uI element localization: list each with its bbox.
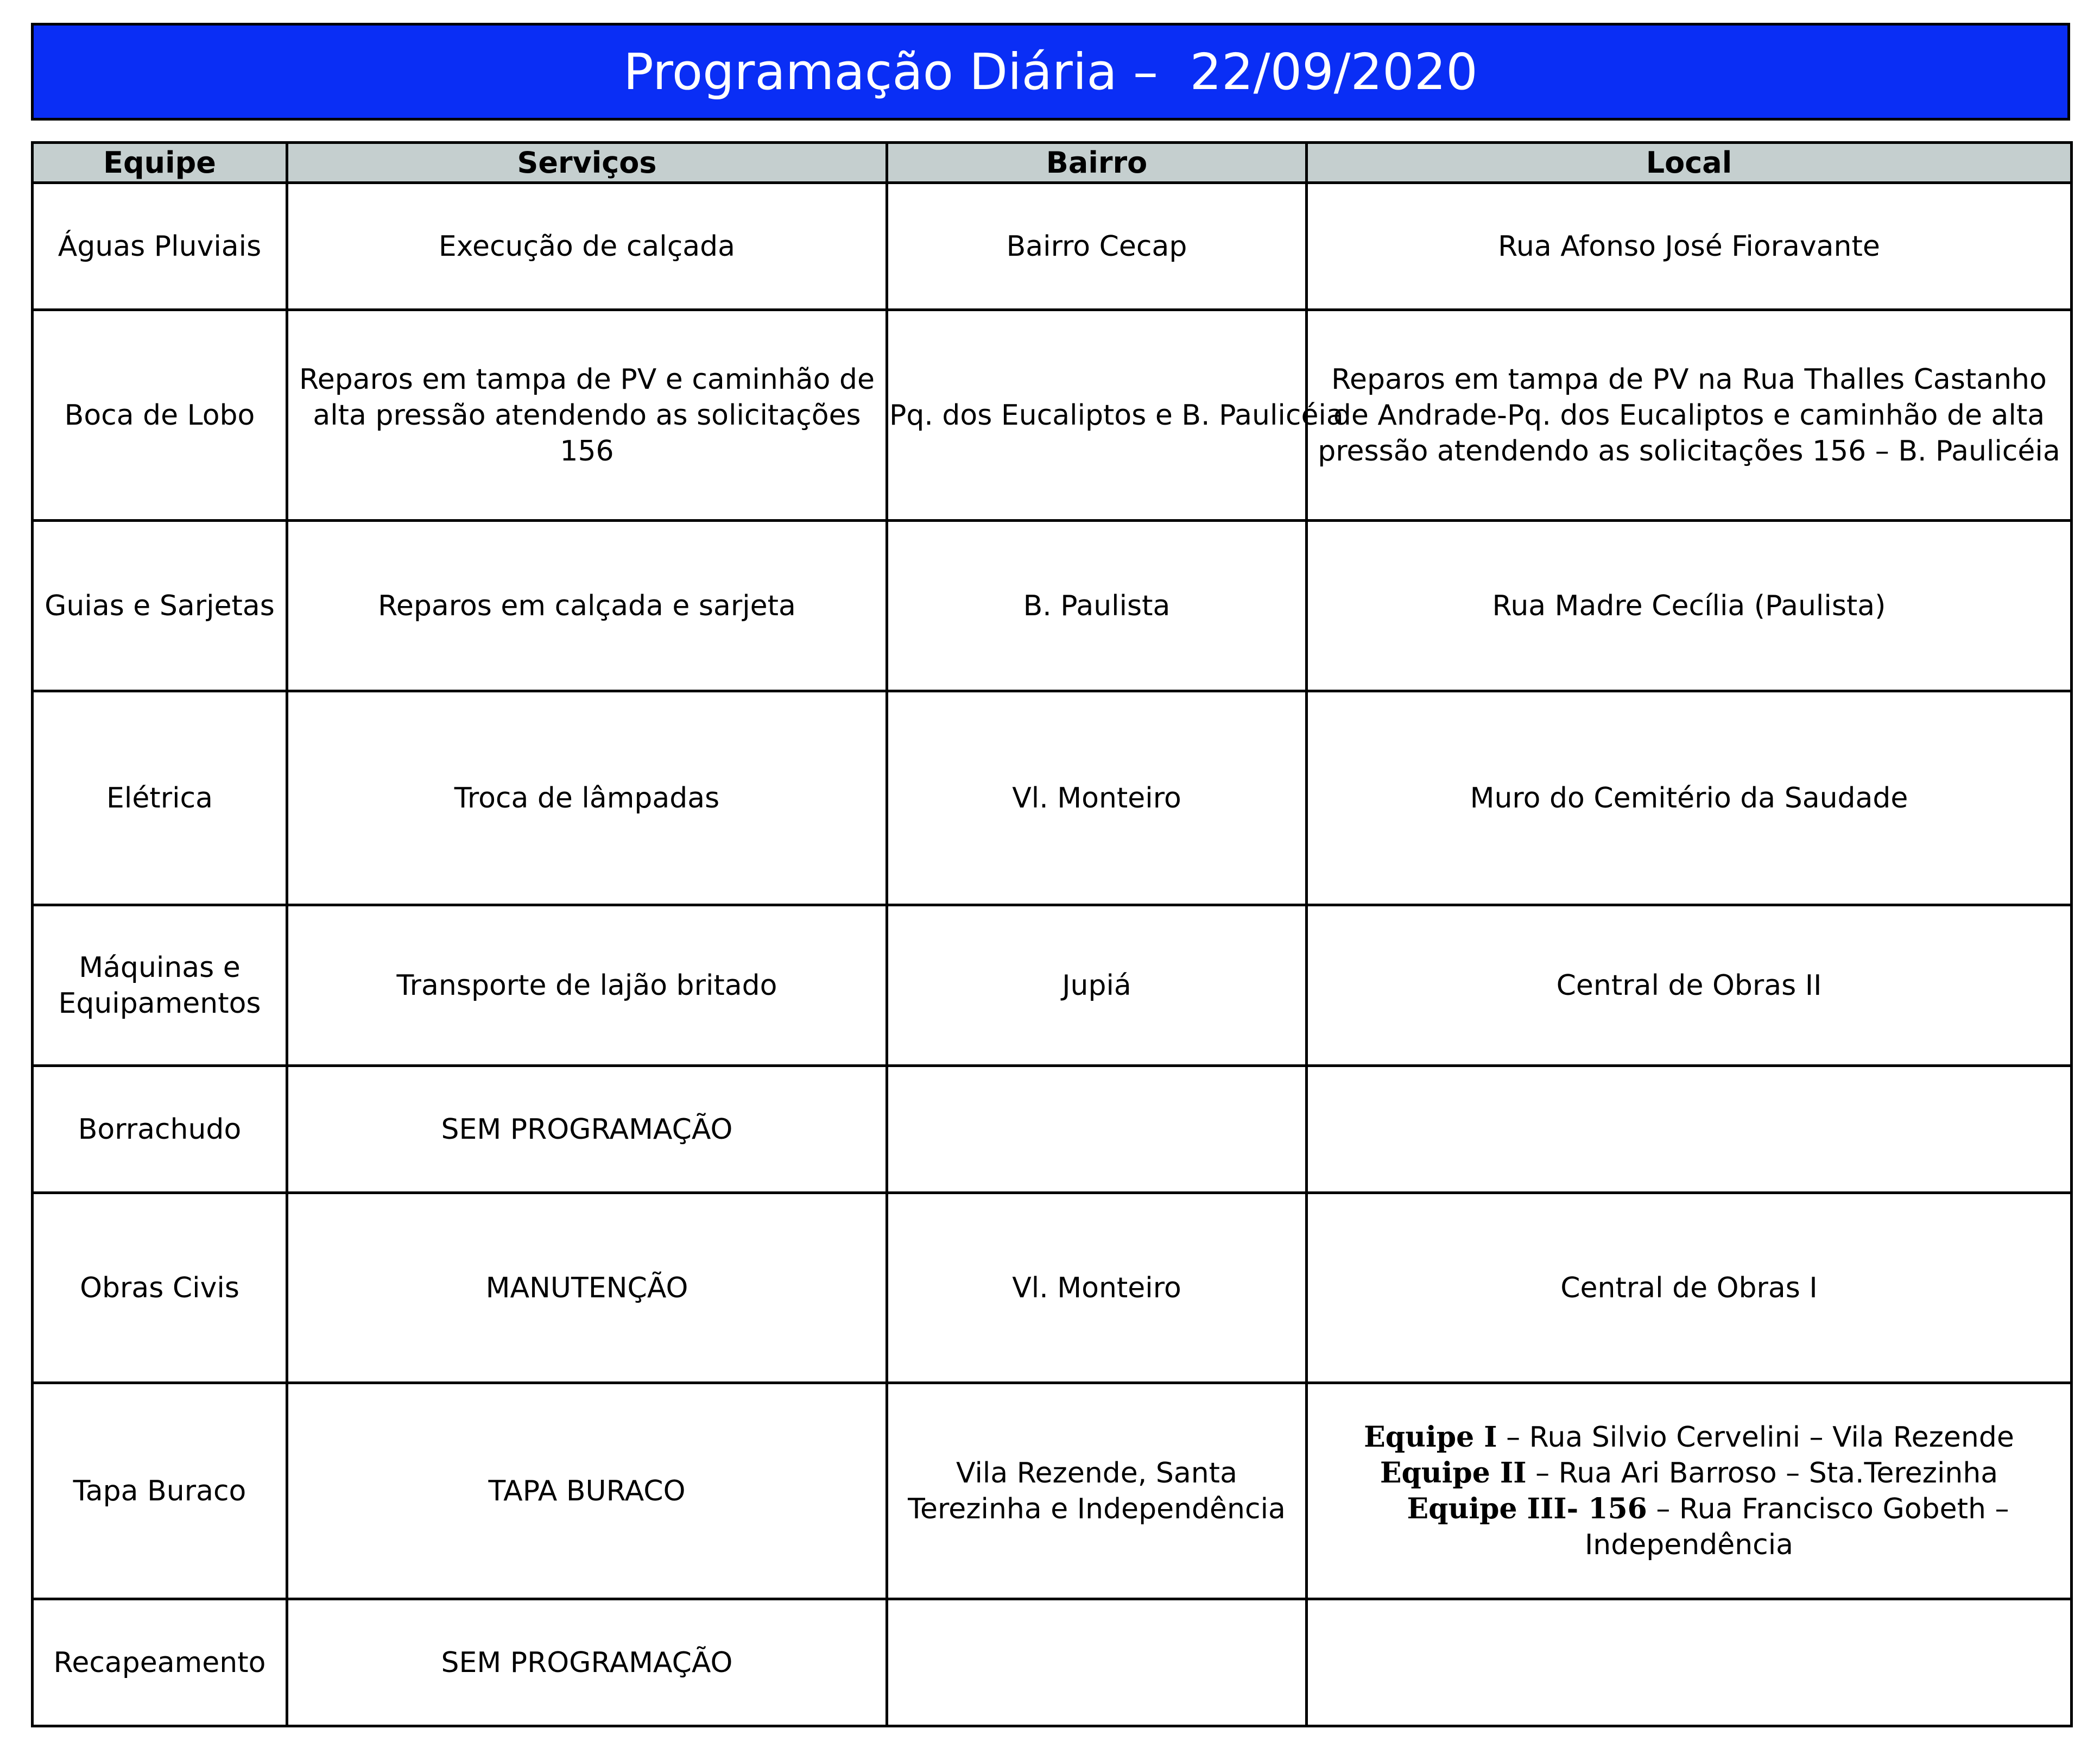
cell-local: Rua Madre Cecília (Paulista) [1307,521,2072,691]
cell-equipe: Tapa Buraco [33,1383,287,1599]
cell-local [1307,1066,2072,1193]
cell-equipe: Guias e Sarjetas [33,521,287,691]
cell-local: Rua Afonso José Fioravante [1307,183,2072,310]
table-row [33,1383,2072,1599]
local-line-text: Independência [1584,1528,1794,1561]
local-line [1312,1491,2066,1527]
cell-bairro: Vl. Monteiro [887,691,1307,905]
page-title: Programação Diária – 22/09/2020 [623,42,1478,101]
cell-bairro [887,1066,1307,1193]
cell-bairro: Vila Rezende, Santa Terezinha e Independência [887,1383,1307,1599]
cell-equipe: Boca de Lobo [33,310,287,521]
cell-bairro: Jupiá [887,905,1307,1066]
local-line-text: – Rua Silvio Cervelini – Vila Rezende [1497,1421,2014,1454]
local-line [1312,1527,2066,1563]
cell-equipe: Elétrica [33,691,287,905]
cell-local: Central de Obras II [1307,905,2072,1066]
cell-servicos: Reparos em calçada e sarjeta [287,521,887,691]
cell-local [1307,1599,2072,1726]
table-row [33,1066,2072,1193]
local-line [1312,1419,2066,1455]
local-line-text: – Rua Ari Barroso – Sta.Terezinha [1526,1456,1998,1490]
cell-local: Reparos em tampa de PV na Rua Thalles Castanho de Andrade-Pq. dos Eucaliptos e caminhão de alta pressão atendendo as solicitações 156 – B. Paulicéia [1307,310,2072,521]
cell-servicos: MANUTENÇÃO [287,1193,887,1383]
header-bairro: Bairro [887,143,1307,183]
local-line-text: – Rua Francisco Gobeth – [1647,1492,2009,1525]
cell-servicos: Reparos em tampa de PV e caminhão de alta pressão atendendo as solicitações 156 [287,310,887,521]
cell-bairro: B. Paulista [887,521,1307,691]
schedule-table [31,141,2073,1727]
cell-servicos: SEM PROGRAMAÇÃO [287,1599,887,1726]
cell-equipe: Obras Civis [33,1193,287,1383]
cell-servicos: SEM PROGRAMAÇÃO [287,1066,887,1193]
cell-servicos: Execução de calçada [287,183,887,310]
header-row [33,143,2072,183]
cell-local: Muro do Cemitério da Saudade [1307,691,2072,905]
table-row [33,691,2072,905]
cell-local: Central de Obras I [1307,1193,2072,1383]
cell-bairro: Pq. dos Eucaliptos e B. Paulicéia [887,310,1307,521]
table-row [33,905,2072,1066]
header-servicos: Serviços [287,143,887,183]
cell-local [1307,1383,2072,1599]
table-row [33,521,2072,691]
local-line [1312,1455,2066,1491]
cell-equipe: Borrachudo [33,1066,287,1193]
header-equipe: Equipe [33,143,287,183]
cell-bairro: Bairro Cecap [887,183,1307,310]
table-row [33,1599,2072,1726]
cell-equipe: Recapeamento [33,1599,287,1726]
cell-bairro [887,1599,1307,1726]
cell-equipe: Máquinas e Equipamentos [33,905,287,1066]
team-label: Equipe I [1364,1420,1497,1454]
table-row [33,1193,2072,1383]
table-row [33,183,2072,310]
team-label: Equipe II [1380,1456,1527,1490]
table-row [33,310,2072,521]
title-banner [31,23,2070,121]
header-local: Local [1307,143,2072,183]
team-label: Equipe III- 156 [1407,1492,1647,1525]
cell-servicos: TAPA BURACO [287,1383,887,1599]
cell-servicos: Troca de lâmpadas [287,691,887,905]
cell-bairro: Vl. Monteiro [887,1193,1307,1383]
cell-servicos: Transporte de lajão britado [287,905,887,1066]
cell-equipe: Águas Pluviais [33,183,287,310]
